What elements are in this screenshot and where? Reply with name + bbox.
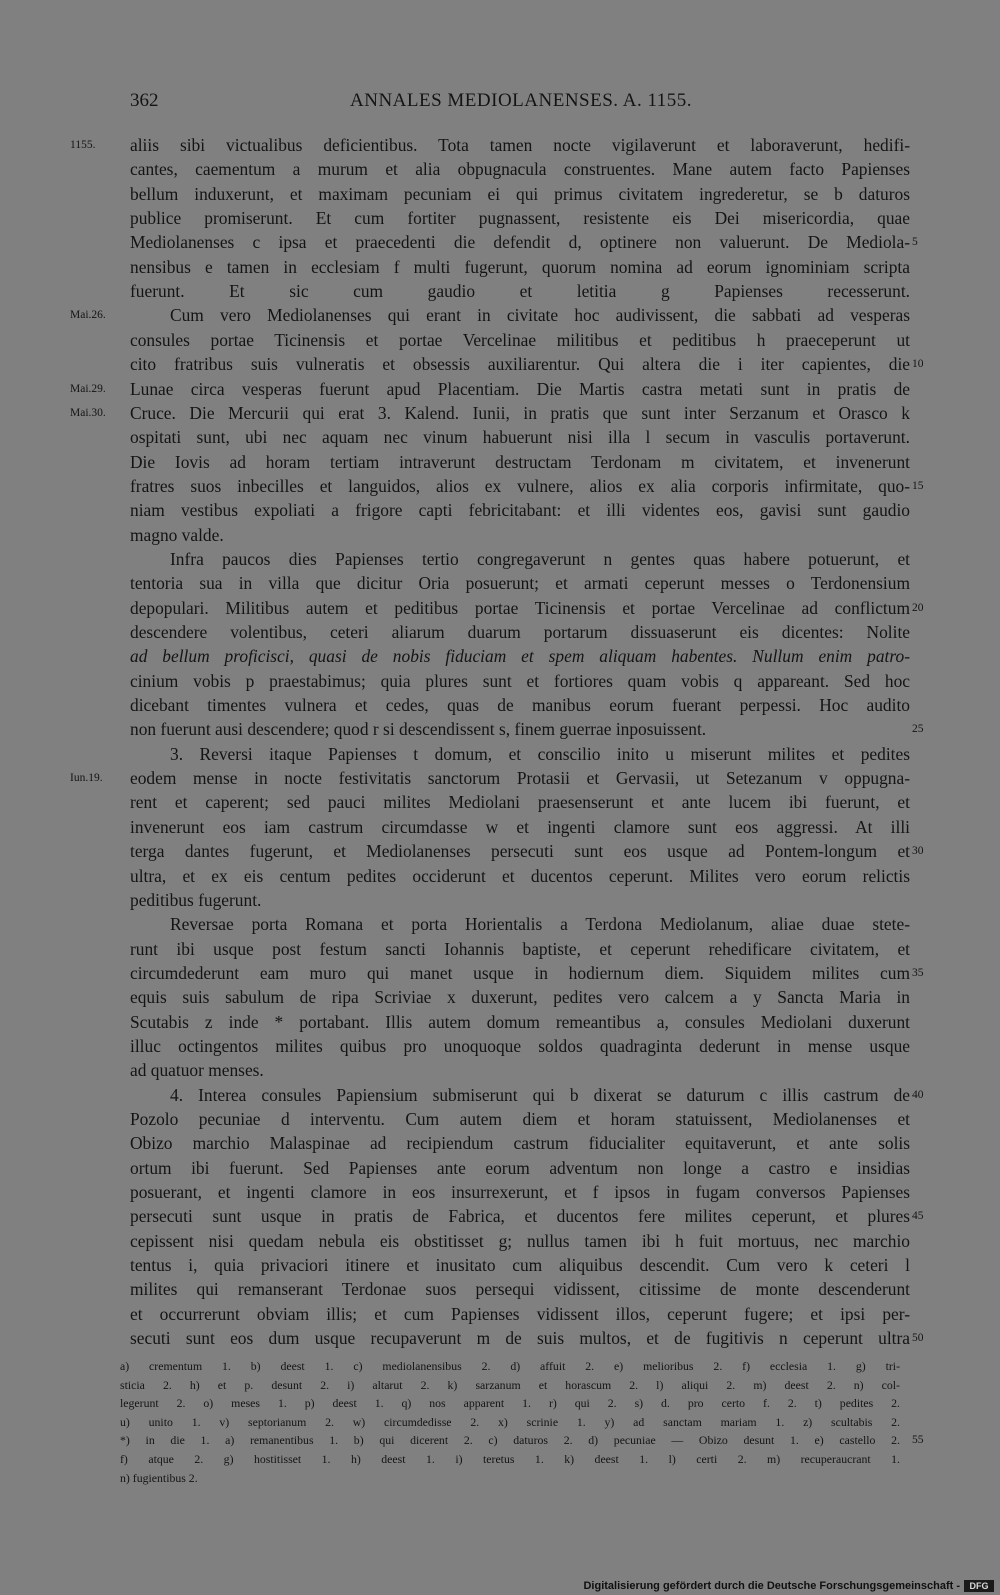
text-line: invenerunt eos iam castrum circumdasse w et ingenti clamore sunt eos aggressi. At illi <box>130 817 910 837</box>
margin-date-note: Mai.29. <box>70 383 106 395</box>
text-line: ad quatuor menses. <box>130 1060 264 1080</box>
text-line: Pozolo pecuniae d interventu. Cum autem diem et horam statuissent, Mediolanenses et <box>130 1109 910 1129</box>
footnote-line: *) in die 1. a) remanentibus 1. b) qui dicerent 2. c) daturos 2. d) pecuniae — Obizo desunt 1. e) castello 2. <box>120 1433 900 1447</box>
text-line: Die Iovis ad horam tertiam intraverunt destructam Terdonam m civitatem, et invenerunt <box>130 452 910 472</box>
text-line: niam vestibus expoliati a frigore capti febricitabant: et illi videntes eos, gavisi sunt gaudio <box>130 500 910 520</box>
footnote-line: n) fugientibus 2. <box>120 1471 198 1485</box>
text-line: eodem mense in nocte festivitatis sanctorum Protasii et Gervasii, ut Setezanum v oppugna- <box>130 768 910 788</box>
footnote-line: sticia 2. h) et p. desunt 2. i) altarut 2. k) sarzanum et horascum 2. l) aliqui 2. m) deest 2. n) col- <box>120 1378 900 1392</box>
line-number: 15 <box>912 480 924 492</box>
text-line: Infra paucos dies Papienses tertio congregaverunt n gentes quas habere potuerunt, et <box>170 549 910 569</box>
footnote-line: f) atque 2. g) hostitisset 1. h) deest 1. i) teretus 1. k) deest 1. l) certi 2. m) recuperaucrant 1. <box>120 1452 900 1466</box>
text-line: nensibus e tamen in ecclesiam f multi fugerunt, quorum nomina ad eorum ignominiam scripta <box>130 257 910 277</box>
text-line: ad bellum proficisci, quasi de nobis fiduciam et spem aliquam habentes. Nullum enim patro- <box>130 646 910 666</box>
line-number: 55 <box>912 1434 924 1446</box>
text-line: cito fratribus suis vulneratis et obsessis auxiliarentur. Qui altera die i iter capientes, die <box>130 354 910 374</box>
text-line: peditibus fugerunt. <box>130 890 262 910</box>
text-line: Cum vero Mediolanenses qui erant in civitate hoc audivissent, die sabbati ad vesperas <box>170 305 910 325</box>
text-line: equis suis sabulum de ripa Scriviae x duxerunt, pedites vero calcem a y Sancta Maria in <box>130 987 910 1007</box>
text-line: fuerunt. Et sic cum gaudio et letitia g Papienses recesserunt. <box>130 281 910 301</box>
margin-date-note: 1155. <box>70 139 96 151</box>
text-line: Reversae porta Romana et porta Horientalis a Terdona Mediolanum, aliae duae stete- <box>170 914 910 934</box>
page-header <box>0 90 1000 118</box>
text-line: persecuti sunt usque in pratis de Fabrica, et ducentos fere milites ceperunt, et plures <box>130 1206 910 1226</box>
text-line: publice promiserunt. Et cum fortiter pugnassent, resistente eis Dei misericordia, quae <box>130 208 910 228</box>
text-line: Lunae circa vesperas fuerunt apud Placentiam. Die Martis castra metati sunt in pratis de <box>130 379 910 399</box>
margin-date-note: Mai.30. <box>70 407 106 419</box>
text-line: ospitati sunt, ubi nec aquam nec vinum habuerunt nisi illa l secum in vasculis portaverunt. <box>130 427 910 447</box>
margin-date-note: Mai.26. <box>70 309 106 321</box>
text-line: Mediolanenses c ipsa et praecedenti die defendit d, optinere non valuerunt. De Mediola- <box>130 232 910 252</box>
line-number: 35 <box>912 967 924 979</box>
text-line: milites qui remanserant Terdonae suos persequi vidissent, citissime de monte descenderunt <box>130 1279 910 1299</box>
text-line: cantes, caementum a murum et alia obpugnacula construentes. Mane autem facto Papienses <box>130 159 910 179</box>
margin-date-note: Iun.19. <box>70 772 103 784</box>
line-number: 45 <box>912 1210 924 1222</box>
text-line: cepissent nisi quedam nebula eis obstitisset g; nullus tamen ibi h fuit mortuus, nec marchio <box>130 1231 910 1251</box>
dfg-logo: DFG <box>964 1580 994 1592</box>
line-number: 10 <box>912 358 924 370</box>
text-line: Scutabis z inde * portabant. Illis autem domum remeantibus a, consules Mediolani duxerunt <box>130 1012 910 1032</box>
text-line: posuerant, et ingenti clamore in eos insurrexerunt, et f ipsos in fugam conversos Papienses <box>130 1182 910 1202</box>
text-line: aliis sibi victualibus deficientibus. Tota tamen nocte vigilaverunt et laboraverunt, hedifi- <box>130 135 910 155</box>
running-title: ANNALES MEDIOLANENSES. A. 1155. <box>350 90 693 111</box>
text-line: circumdederunt eam muro qui manet usque in hodiernum diem. Siquidem milites cum <box>130 963 910 983</box>
text-line: illuc octingentos milites quibus pro unoquoque soldos quadraginta dederunt in mense usque <box>130 1036 910 1056</box>
text-line: 4. Interea consules Papiensium submiserunt qui b dixerat se daturum c illis castrum de <box>170 1085 910 1105</box>
footnote-line: a) crementum 1. b) deest 1. c) mediolanensibus 2. d) affuit 2. e) melioribus 2. f) ecclesia 1. g) tri- <box>120 1359 900 1373</box>
line-number: 25 <box>912 723 924 735</box>
text-line: runt ibi usque post festum sancti Iohannis baptiste, et ceperunt rehedificare civitatem, et <box>130 939 910 959</box>
text-line: descendere volentibus, ceteri aliarum duarum portarum dissuaserunt eis dicentes: Nolite <box>130 622 910 642</box>
text-line: magno valde. <box>130 525 224 545</box>
line-number: 50 <box>912 1332 924 1344</box>
text-line: tentus i, quia privaciori itinere et inusitato cum aliquibus descendit. Cum vero k ceteri l <box>130 1255 910 1275</box>
text-line: depopulari. Militibus autem et peditibus portae Ticinensis et portae Vercelinae ad conflictum <box>130 598 910 618</box>
text-line: Obizo marchio Malaspinae ad recipiendum castrum fiducialiter equitaverunt, et ante solis <box>130 1133 910 1153</box>
footnote-line: legerunt 2. o) meses 1. p) deest 1. q) nos apparent 1. r) qui 2. s) d. pro certo f. 2. t) pedites 2. <box>120 1396 900 1410</box>
text-line: Cruce. Die Mercurii qui erat 3. Kalend. Iunii, in pratis que sunt inter Serzanum et Orasco k <box>130 403 910 423</box>
footnote-line: u) unito 1. v) septorianum 2. w) circumdedisse 2. x) scrinie 1. y) ad sanctam mariam 1. z) scultabis 2. <box>120 1415 900 1429</box>
text-line: rent et caperent; sed pauci milites Mediolani praesenserunt et ante lucem ibi fuerunt, et <box>130 792 910 812</box>
text-line: bellum induxerunt, et maximam pecuniam ei qui primus civitatem ingrederetur, se b daturos <box>130 184 910 204</box>
digitization-credit-bar <box>0 1577 1000 1595</box>
text-line: cinium vobis p praestabimus; quia plures sunt et fortiores quam vobis q appareant. Sed hoc <box>130 671 910 691</box>
line-number: 30 <box>912 845 924 857</box>
text-line: terga dantes fugerunt, et Mediolanenses persecuti sunt eos usque ad Pontem-longum et <box>130 841 910 861</box>
digitization-credit: Digitalisierung gefördert durch die Deutsche Forschungsgemeinschaft - <box>583 1580 960 1592</box>
line-number: 20 <box>912 602 924 614</box>
text-line: 3. Reversi itaque Papienses t domum, et conscilio inito u miserunt milites et pedites <box>170 744 910 764</box>
page-number: 362 <box>130 90 159 111</box>
line-number: 40 <box>912 1089 924 1101</box>
text-line: non fuerunt ausi descendere; quod r si descendissent s, finem guerrae inposuissent. <box>130 719 707 739</box>
line-number: 5 <box>912 236 918 248</box>
text-line: secuti sunt eos dum usque recupaverunt m de suis multos, et de fugitivis n ceperunt ultra <box>130 1328 910 1348</box>
text-line: ultra, et ex eis centum pedites occiderunt et ducentos ceperunt. Milites vero eorum relictis <box>130 866 910 886</box>
text-line: et occurrerunt obviam illis; et cum Papienses vidissent illos, ceperunt fugere; et ipsi per- <box>130 1304 910 1324</box>
text-line: dicebant timentes vulnera et cedes, quas de manibus eorum fuerant perpessi. Hoc audito <box>130 695 910 715</box>
text-line: ortum ibi fuerunt. Sed Papienses ante eorum adventum non longe a castro e insidias <box>130 1158 910 1178</box>
text-line: fratres suos inbecilles et languidos, alios ex vulnere, alios ex alia corporis infirmitate, quo- <box>130 476 910 496</box>
text-line: tentoria sua in villa que dicitur Oria posuerunt; et armati ceperunt messes o Terdonensium <box>130 573 910 593</box>
text-line: consules portae Ticinensis et portae Vercelinae militibus et peditibus h praeceperunt ut <box>130 330 910 350</box>
